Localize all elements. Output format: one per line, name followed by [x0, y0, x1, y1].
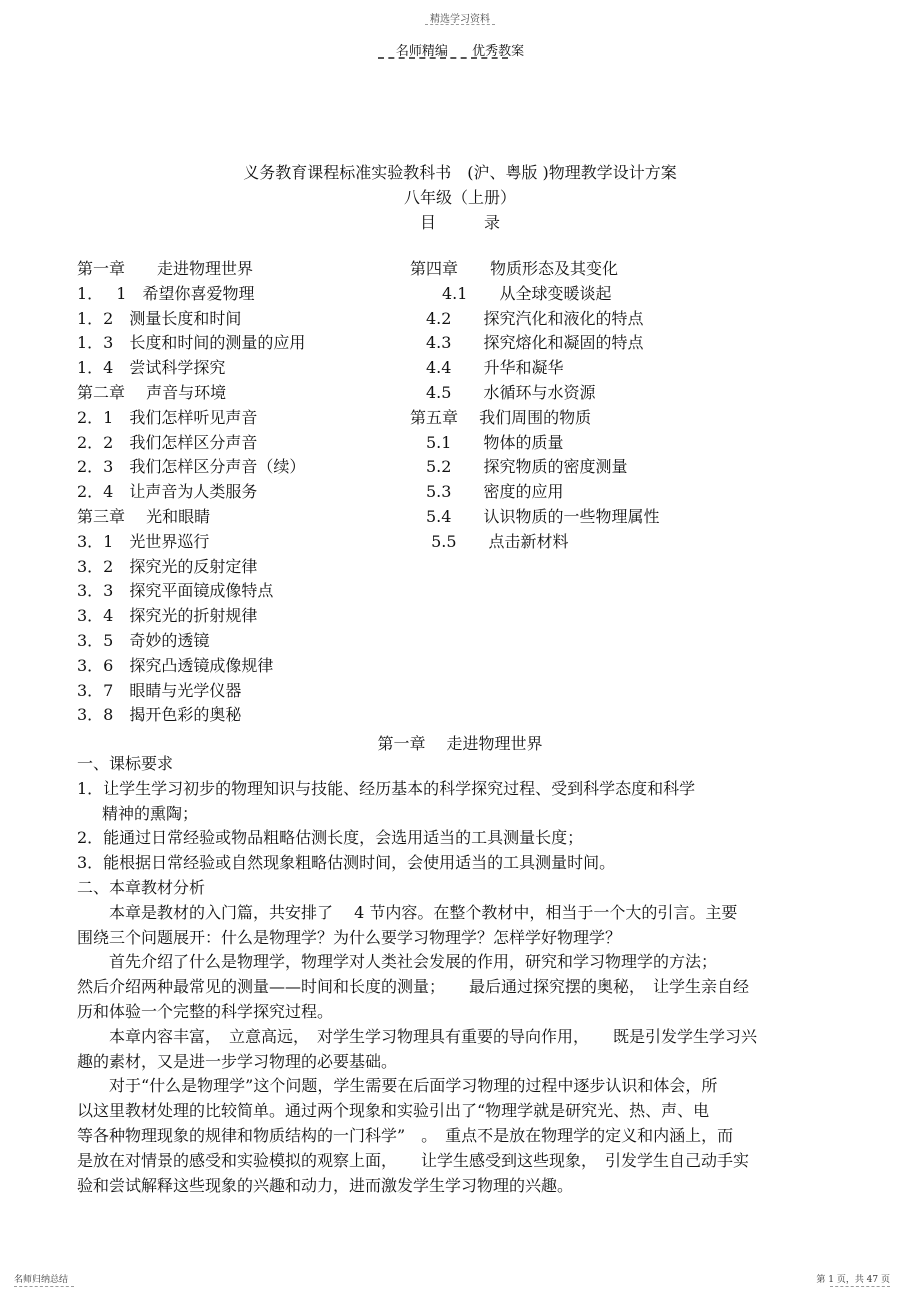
- toc-entry: 5.4 认识物质的一些物理属性: [410, 506, 660, 526]
- paragraph-line: 历和体验一个完整的科学探究过程。: [77, 1001, 334, 1021]
- header-left: 名师精编: [395, 44, 448, 59]
- paragraph-line: 本章是教材的入门篇，共安排了 4 节内容。在整个教材中，相当于一个大的引言。主要: [109, 902, 738, 922]
- section-heading: 二、本章教材分析: [77, 877, 206, 897]
- toc-entry: 2．4 让声音为人类服务: [77, 482, 258, 502]
- grade-title: 八年级（上册）: [403, 188, 516, 207]
- toc-entry: 第一章 走进物理世界: [77, 259, 254, 278]
- top-divider: [425, 24, 495, 25]
- toc-entry: 1．4 尝试科学探究: [77, 358, 226, 378]
- paragraph-line: 以这里教材处理的比较简单。通过两个现象和实验引出了“物理学就是研究光、热、声、电: [77, 1101, 710, 1121]
- toc-entry: 5.3 密度的应用: [410, 482, 564, 502]
- toc-entry: 3．1 光世界巡行: [77, 531, 210, 551]
- top-note: 精选学习资料: [430, 14, 490, 25]
- toc-entry: 第二章 声音与环境: [77, 382, 227, 402]
- paragraph-line: 趣的素材，又是进一步学习物理的必要基础。: [77, 1051, 398, 1071]
- toc-entry: 2．1 我们怎样听见声音: [77, 407, 258, 427]
- toc-entry: 5.1 物体的质量: [410, 432, 564, 452]
- toc-entry: 3．5 奇妙的透镜: [77, 630, 210, 650]
- footer-left-divider: [14, 1286, 74, 1287]
- footer-right-divider: [830, 1286, 890, 1287]
- toc-entry: 3．3 探究平面镜成像特点: [77, 581, 274, 601]
- requirement-item: 2．能通过日常经验或物品粗略估测长度，会选用适当的工具测量长度；: [77, 828, 584, 848]
- toc-entry: 2．3 我们怎样区分声音（续）: [77, 457, 306, 477]
- toc-entry: 3．7 眼睛与光学仪器: [77, 680, 242, 700]
- chapter-title: 第一章 走进物理世界: [377, 734, 543, 753]
- toc-entry: 1．2 测量长度和时间: [77, 308, 242, 328]
- toc-entry: 第三章 光和眼睛: [77, 506, 211, 526]
- chapter-body: [77, 752, 822, 1198]
- page-number: 第 1 页，共 47 页: [816, 1275, 890, 1285]
- toc-entry: 4.5 水循环与水资源: [410, 382, 596, 402]
- paragraph-line: 验和尝试解释这些现象的兴趣和动力，进而激发学生学习物理的兴趣。: [77, 1175, 574, 1195]
- toc-entry: 2．2 我们怎样区分声音: [77, 432, 258, 452]
- requirement-item-continued: 精神的熏陶；: [102, 803, 199, 823]
- document-title: 义务教育课程标准实验教科书 (沪、粤版 )物理教学设计方案: [243, 163, 677, 182]
- toc-entry: 3．6 探究凸透镜成像规律: [77, 655, 274, 675]
- toc-entry: 1． 1 希望你喜爱物理: [77, 283, 255, 303]
- paragraph-line: 本章内容丰富， 立意高远， 对学生学习物理具有重要的导向作用， 既是引发学生学习兴: [109, 1026, 758, 1046]
- toc-entry: 3．2 探究光的反射定律: [77, 556, 258, 576]
- toc-entry: 5.5 点击新材料: [410, 531, 569, 551]
- requirement-item: 3．能根据日常经验或自然现象粗略估测时间，会使用适当的工具测量时间。: [77, 853, 616, 873]
- paragraph-line: 然后介绍两种最常见的测量——时间和长度的测量； 最后通过探究摆的奥秘， 让学生亲自经: [77, 977, 750, 997]
- header-divider: [378, 57, 508, 59]
- toc-entry: 4.2 探究汽化和液化的特点: [410, 308, 644, 328]
- toc-entry: 5.2 探究物质的密度测量: [410, 457, 628, 477]
- footer-left: 名师归纳总结: [14, 1275, 69, 1285]
- requirement-item: 1．让学生学习初步的物理知识与技能、经历基本的科学探究过程、受到科学态度和科学: [77, 778, 696, 798]
- toc-left-column: [77, 257, 305, 728]
- toc-heading: 目 录: [419, 213, 500, 232]
- paragraph-line: 对于“什么是物理学”这个问题，学生需要在后面学习物理的过程中逐步认识和体会，所: [109, 1076, 718, 1096]
- toc-entry: 3．8 揭开色彩的奥秘: [77, 705, 242, 725]
- paragraph-line: 围绕三个问题展开：什么是物理学？为什么要学习物理学？怎样学好物理学？: [77, 927, 622, 947]
- paragraph-line: 首先介绍了什么是物理学，物理学对人类社会发展的作用，研究和学习物理学的方法；: [109, 952, 718, 972]
- section-heading: 一、课标要求: [77, 754, 174, 773]
- toc-entry: 3．4 探究光的折射规律: [77, 606, 258, 626]
- toc-right-column: [410, 257, 659, 555]
- toc-entry: 4.1 从全球变暖谈起: [410, 283, 612, 303]
- toc-entry: 4.3 探究熔化和凝固的特点: [410, 333, 644, 353]
- toc-entry: 第四章 物质形态及其变化: [410, 259, 619, 278]
- paragraph-line: 等各种物理现象的规律和物质结构的一门科学” 。 重点不是放在物理学的定义和内涵上，而: [77, 1125, 734, 1145]
- toc-entry: 1．3 长度和时间的测量的应用: [77, 333, 306, 353]
- toc-entry: 第五章 我们周围的物质: [410, 407, 592, 427]
- paragraph-line: 是放在对情景的感受和实验模拟的观察上面， 让学生感受到这些现象， 引发学生自己动手实: [77, 1150, 750, 1170]
- toc-entry: 4.4 升华和凝华: [410, 358, 564, 378]
- header-right: 优秀教案: [472, 44, 525, 59]
